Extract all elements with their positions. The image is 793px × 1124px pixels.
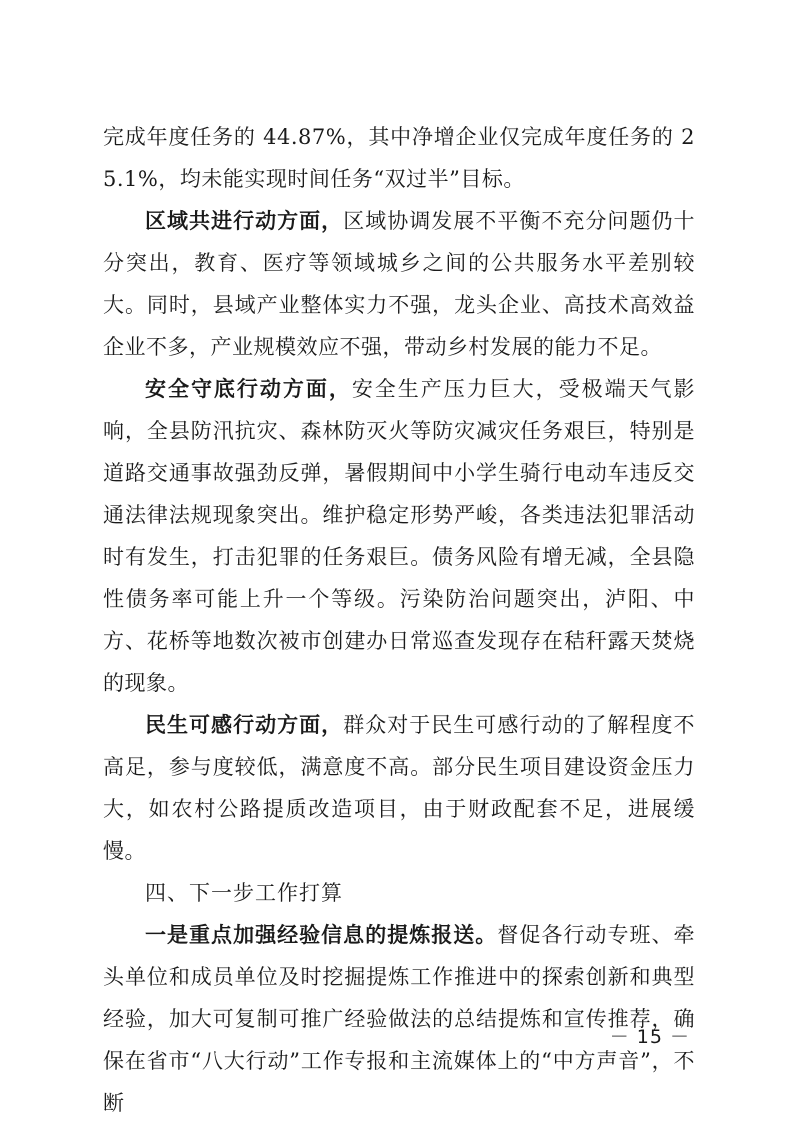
paragraph-text: 完成年度任务的 44.87%，其中净增企业仅完成年度任务的 25.1%，均未能实现时间任务“双过半”目标。 bbox=[103, 125, 695, 191]
paragraph-safety-action bbox=[103, 368, 695, 704]
paragraph-continuation bbox=[103, 116, 695, 200]
paragraph-text: 安全生产压力巨大，受极端天气影响，全县防汛抗灾、森林防灭火等防灾减灾任务艰巨，特别是道路交通事故强劲反弹，暑假期间中小学生骑行电动车违反交通法律法规现象突出。维护稳定形势严峻，各类违法犯罪活动时有发生，打击犯罪的任务艰巨。债务风险有增无减，全县隐性债务率可能上升一个等级。污染防治问题突出，泸阳、中方、花桥等地数次被市创建办日常巡查发现存在秸秆露天焚烧的现象。 bbox=[103, 377, 696, 695]
paragraph-regional-action bbox=[103, 200, 695, 368]
paragraph-livelihood-action bbox=[103, 704, 695, 872]
paragraph-lead: 民生可感行动方面， bbox=[145, 713, 344, 737]
body-text bbox=[103, 116, 695, 1124]
paragraph-text: 督促各行动专班、牵头单位和成员单位及时挖掘提炼工作推进中的探索创新和典型经验，加大可复制可推广经验做法的总结提炼和宣传推荐，确保在省市“八大行动”工作专报和主流媒体上的“中方声音”，不断 bbox=[103, 923, 696, 1115]
paragraph-text: 区域协调发展不平衡不充分问题仍十分突出，教育、医疗等领域城乡之间的公共服务水平差别较大。同时，县域产业整体实力不强，龙头企业、高技术高效益企业不多，产业规模效应不强，带动乡村发展的能力不足。 bbox=[103, 209, 695, 359]
page-number: － 15 － bbox=[609, 1026, 690, 1048]
paragraph-next-steps bbox=[103, 914, 695, 1124]
paragraph-text: 群众对于民生可感行动的了解程度不高足，参与度较低，满意度不高。部分民生项目建设资金压力大，如农村公路提质改造项目，由于财政配套不足，进展缓慢。 bbox=[103, 713, 695, 863]
paragraph-lead: 一是重点加强经验信息的提炼报送。 bbox=[145, 923, 498, 947]
paragraph-lead: 区域共进行动方面， bbox=[145, 209, 344, 233]
paragraph-lead: 安全守底行动方面， bbox=[145, 377, 352, 401]
section-heading: 四、下一步工作打算 bbox=[145, 881, 343, 905]
